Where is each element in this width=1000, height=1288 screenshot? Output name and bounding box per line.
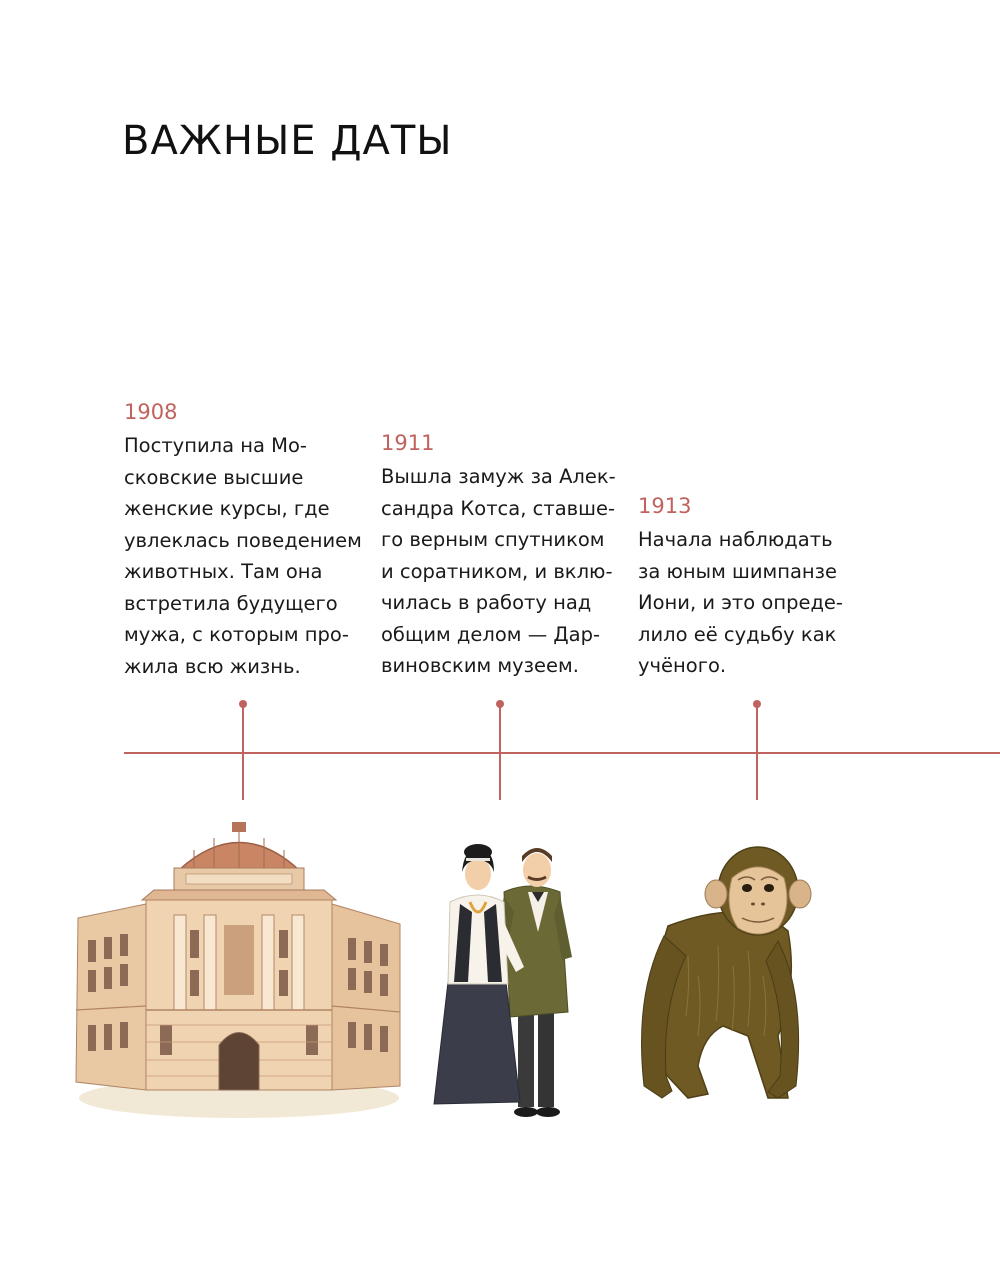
description-line: за юным шимпанзе	[638, 559, 838, 583]
description-line: лило её судьбу как	[638, 622, 837, 646]
timeline-marker-1908	[239, 700, 247, 800]
description-line: виновским музеем.	[381, 654, 579, 677]
description-line: го верным спутником	[381, 528, 605, 551]
description-line: жила всю жизнь.	[124, 654, 301, 678]
timeline-axis	[0, 690, 1000, 810]
event-description	[638, 524, 888, 682]
timeline-event-1908	[124, 398, 374, 682]
description-line: встретила будущего	[124, 591, 338, 615]
chimpanzee-illustration	[628, 836, 828, 1116]
description-line: сковские высшие	[124, 465, 304, 489]
timeline-event-1913	[638, 492, 888, 682]
description-line: чилась в работу над	[381, 591, 592, 614]
event-description	[124, 430, 374, 682]
timeline-marker-1913	[753, 700, 761, 800]
description-line: Поступила на Мо-	[124, 434, 307, 457]
description-line: учёного.	[638, 654, 727, 677]
description-line: Иони, и это опреде-	[638, 591, 843, 614]
description-line: общим делом — Дар-	[381, 622, 600, 646]
description-line: и соратником, и вклю-	[381, 559, 613, 583]
description-line: животных. Там она	[124, 560, 323, 583]
university-building-illustration	[74, 820, 404, 1120]
timeline-marker-1911	[496, 700, 504, 800]
description-line: сандра Котса, ставше-	[381, 496, 616, 520]
event-year: 1908	[124, 400, 178, 424]
description-line: мужа, с которым про-	[124, 623, 349, 646]
event-year: 1911	[381, 431, 435, 455]
married-couple-illustration	[420, 832, 590, 1122]
description-line: увлеклась поведением	[124, 528, 362, 552]
event-year: 1913	[638, 494, 692, 518]
description-line: женские курсы, где	[124, 497, 330, 520]
event-description	[381, 461, 631, 682]
page-title: ВАЖНЫЕ ДАТЫ	[122, 118, 453, 164]
timeline-event-1911	[381, 429, 631, 682]
description-line: Начала наблюдать	[638, 528, 833, 551]
description-line: Вышла замуж за Алек-	[381, 465, 616, 488]
